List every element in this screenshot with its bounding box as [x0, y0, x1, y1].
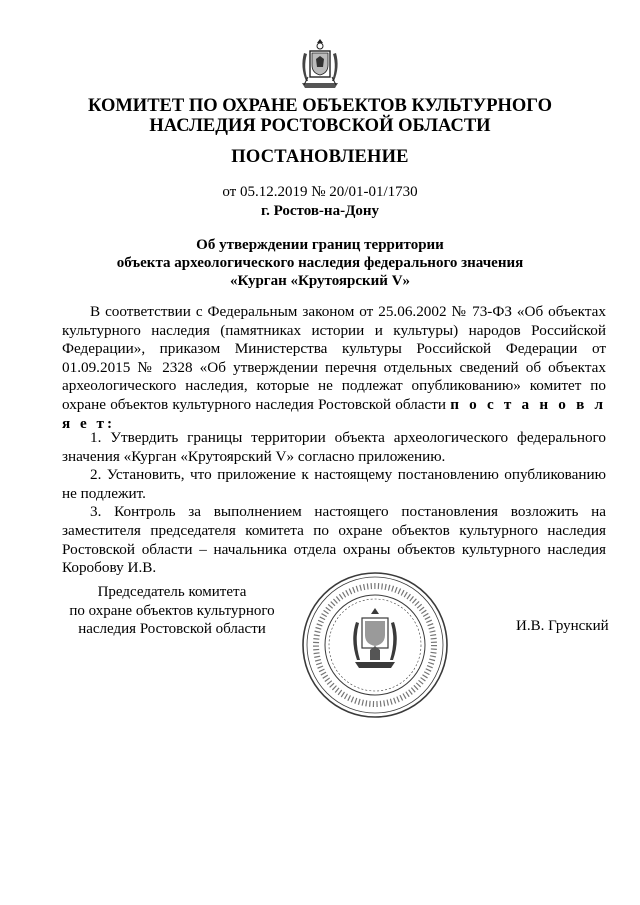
decree-item: 2. Установить, что приложение к настоящему постановлению опубликованию не подлежит.: [62, 466, 606, 502]
position-line1: Председатель комитета: [97, 584, 247, 600]
position-line3: наследия Ростовской области: [78, 621, 266, 637]
document-date-number: от 05.12.2019 № 20/01-01/1730: [222, 184, 418, 200]
official-seal: [300, 570, 450, 720]
preamble-text: В соответствии с Федеральным законом от 25.06.2002 № 73-ФЗ «Об объектах культурного наследия (памятниках истории и культуры) народов Российской Федерации», приказом Министерства культуры Российской Федерации от 01.09.2015 № 2328 «Об утверждении перечня отдельных сведений об объектах археологического наследия, которые не подлежат опубликованию» комитет по охране объектов культурного наследия Ростовской области: [62, 303, 606, 413]
subject-line2: объекта археологического наследия федерального значения: [116, 255, 524, 271]
subject-line3: «Курган «Крутоярский V»: [229, 273, 411, 289]
organization-name-line1: КОМИТЕТ ПО ОХРАНЕ ОБЪЕКТОВ КУЛЬТУРНОГО: [88, 96, 552, 116]
preamble-paragraph: [62, 303, 606, 433]
signatory-position: [62, 583, 282, 639]
organization-name: [0, 96, 640, 136]
decree-word: п о с т а н о в л я е т:: [62, 395, 606, 432]
document-subject: [0, 236, 640, 290]
decree-items: [62, 429, 606, 578]
decree-item: 1. Утвердить границы территории объекта археологического федерального значения «Курган «Крутоярский V» согласно приложению.: [62, 429, 606, 465]
signatory-name: И.В. Грунский: [516, 618, 609, 634]
decree-item: 3. Контроль за выполнением настоящего постановления возложить на заместителя председателя комитета по охране объектов культурного наследия Ростовской области – начальника отдела охраны объектов культурного наследия Коробову И.В.: [62, 503, 606, 577]
position-line2: по охране объектов культурного: [69, 602, 275, 619]
document-city: г. Ростов-на-Дону: [260, 203, 380, 219]
organization-name-line2: НАСЛЕДИЯ РОСТОВСКОЙ ОБЛАСТИ: [149, 116, 491, 136]
subject-line1: Об утверждении границ территории: [196, 237, 444, 253]
coat-of-arms-emblem: [298, 37, 342, 93]
document-type: ПОСТАНОВЛЕНИЕ: [231, 147, 409, 167]
